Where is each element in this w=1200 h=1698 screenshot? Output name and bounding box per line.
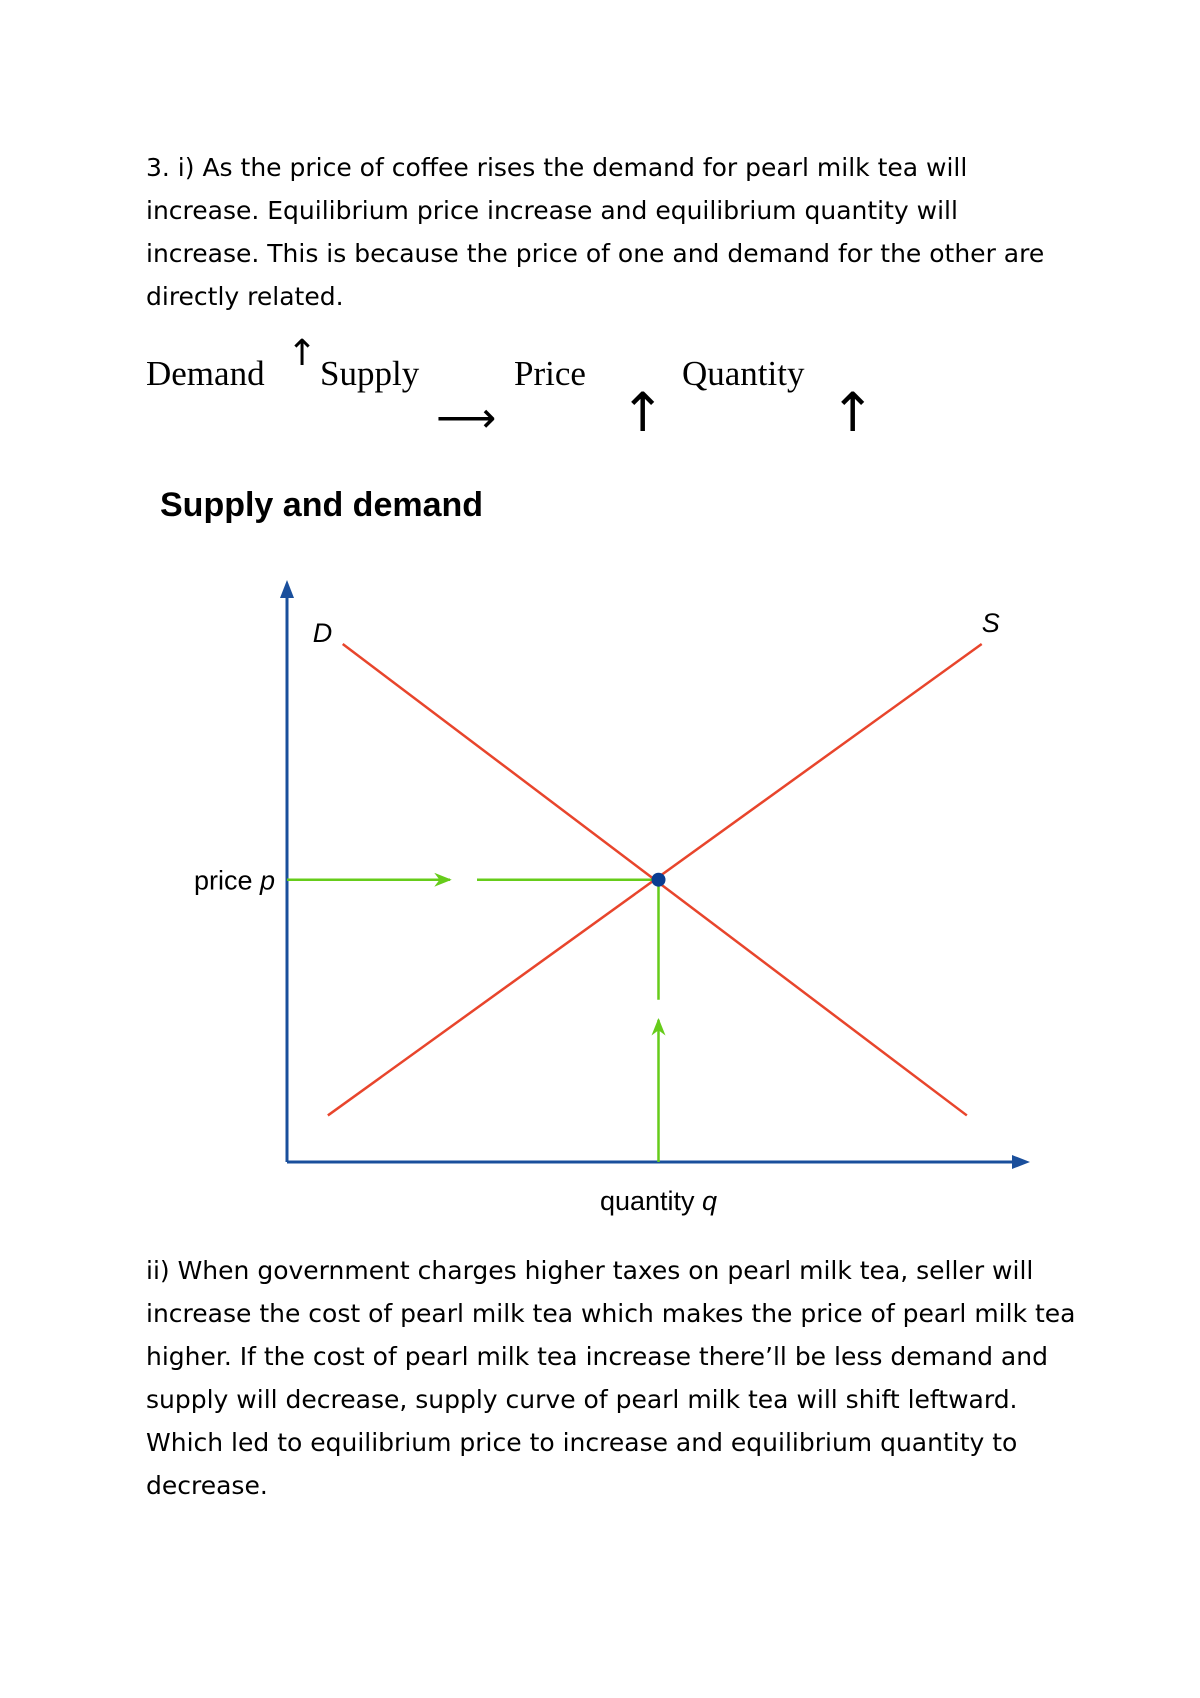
demand-label: Demand: [146, 354, 265, 393]
chart-title: Supply and demand: [160, 486, 484, 524]
price-up-arrow-icon: ↑: [620, 381, 666, 444]
quantity-up-arrow-icon: ↑: [830, 381, 876, 444]
quantity-label: Quantity: [682, 354, 805, 393]
x-axis-label: [600, 1186, 717, 1216]
supply-label: Supply: [320, 354, 420, 393]
x-axis-arrowhead-icon: [1012, 1155, 1030, 1169]
y-axis-label-var: p: [259, 865, 275, 896]
price-label: Price: [514, 354, 586, 393]
y-axis-arrowhead-icon: [280, 580, 294, 598]
x-axis-label-text: quantity: [599, 1186, 703, 1216]
demand-up-arrow-icon: ↑: [287, 333, 318, 374]
y-axis-label: [194, 866, 275, 896]
demand-curve-label: D: [312, 618, 333, 649]
equilibrium-point: [652, 873, 666, 887]
y-axis-label-text: price: [193, 865, 260, 896]
right-arrow-icon: ⟶: [436, 393, 497, 442]
part-i-paragraph: 3. i) As the price of coffee rises the demand for pearl milk tea will increase. Equilibrium price increase and equilibrium quantity will increase. This is because the price of one and demand for the other are directly related.: [146, 153, 1045, 311]
part-ii-paragraph: ii) When government charges higher taxes on pearl milk tea, seller will increase the cost of pearl milk tea which makes the price of pearl milk tea higher. If the cost of pearl milk tea increase there’ll be less demand and supply will decrease, supply curve of pearl milk tea will shift leftward. Which led to equilibrium price to increase and equilibrium quantity to decrease.: [146, 1256, 1076, 1500]
x-axis-label-var: q: [702, 1186, 718, 1216]
supply-curve-label: S: [981, 608, 1000, 639]
